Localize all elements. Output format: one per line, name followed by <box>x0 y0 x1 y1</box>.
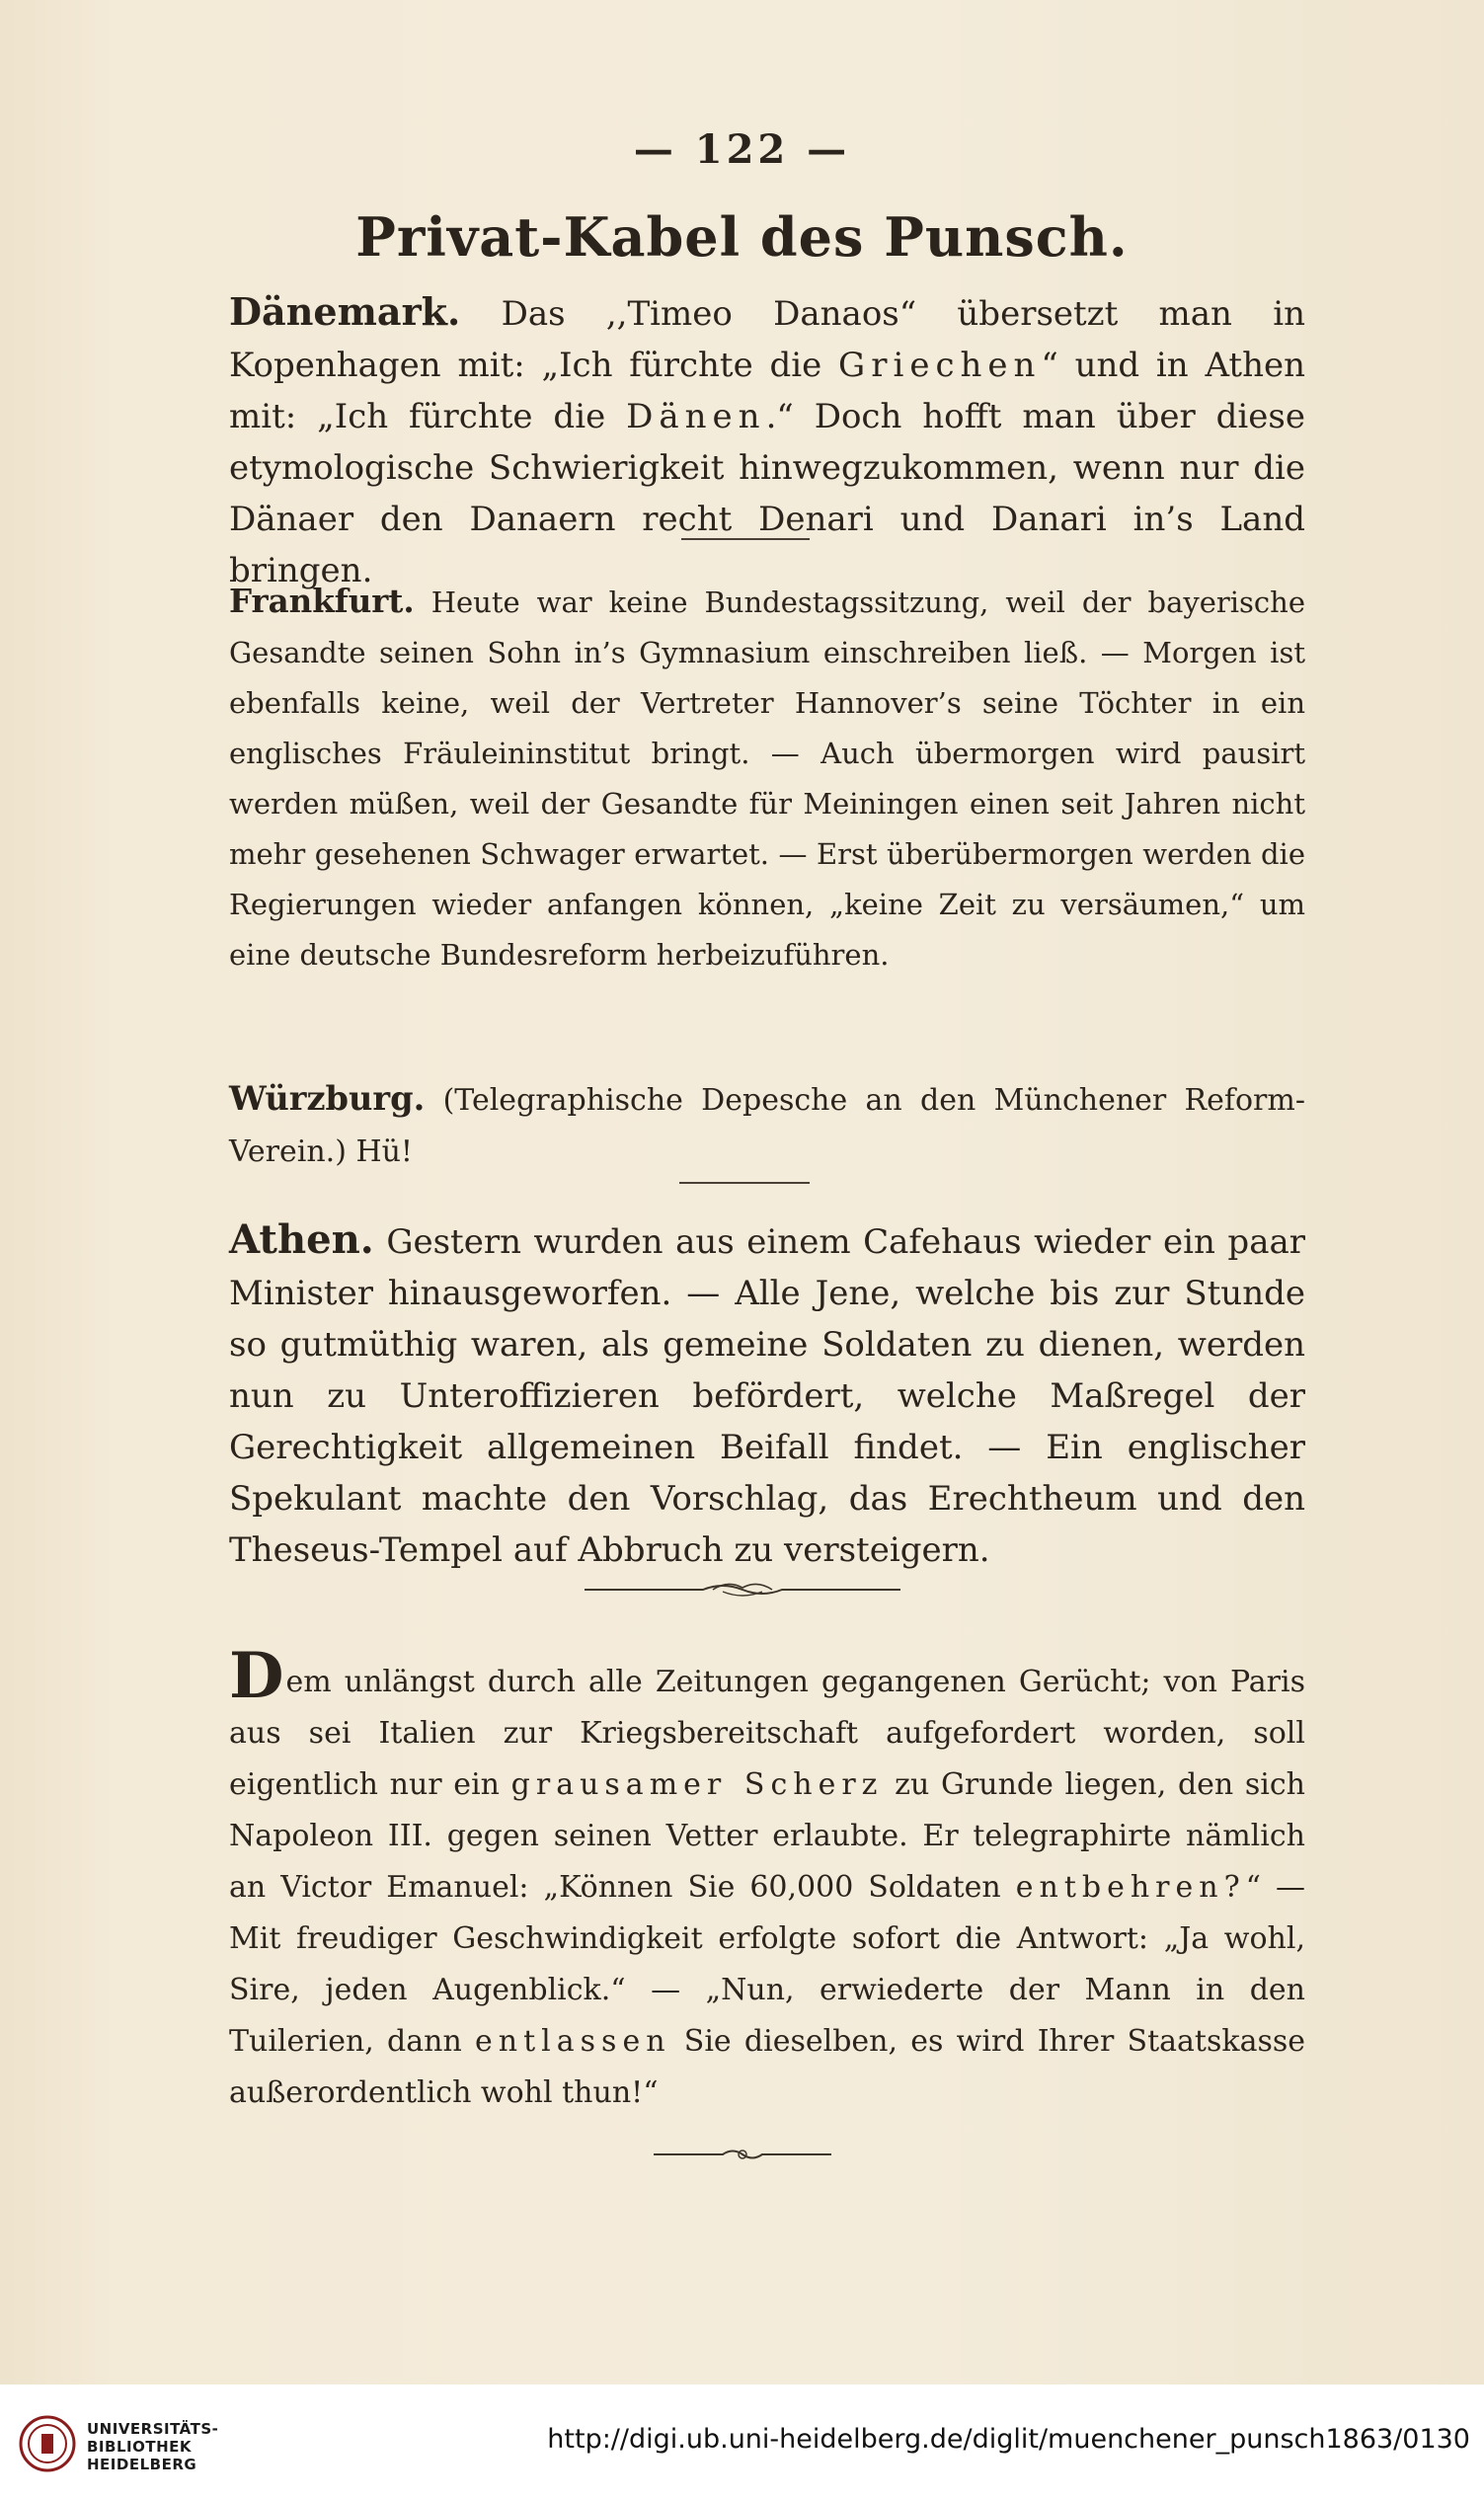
article-text: .“ Doch hofft man über diese etymologische Schwierigkeit hinwegzukommen, wenn nur die Dänaer den Danaern recht Denari und Danari in’s Land bringen. <box>229 397 1305 590</box>
article-text: em unlängst durch alle Zeitungen gegangenen Gerücht; von Paris aus sei Italien zur Kriegsbereitschaft aufgefordert worden, soll eigentlich nur ein <box>229 1665 1305 1802</box>
source-url-link[interactable]: http://digi.ub.uni-heidelberg.de/diglit/muenchener_punsch1863/0130 <box>547 2424 1470 2455</box>
article-text: (Telegraphische Depesche an den Münchener Reform-Verein.) Hü! <box>229 1083 1305 1169</box>
article-text: Das ,,Timeo Danaos“ übersetzt man in Kopenhagen mit: „Ich fürchte die <box>229 294 1305 385</box>
article-daenemark <box>229 286 1305 596</box>
page-number: — 122 — <box>633 126 851 173</box>
article-wuerzburg <box>229 1072 1305 1178</box>
article-text-spaced: Dänen <box>626 397 766 436</box>
article-heading: Frankfurt. <box>229 583 415 620</box>
article-text: zu Grunde liegen, den sich Napoleon III. gegen seinen Vetter erlaubte. Er telegraphirte nämlich an Victor Emanuel: „Können Sie 60,000 Soldaten <box>229 1767 1306 1905</box>
university-seal-icon <box>18 2414 77 2473</box>
article-napoleon <box>229 1639 1306 2119</box>
article-heading: Athen. <box>229 1216 374 1263</box>
section-divider <box>681 538 810 540</box>
article-text-spaced: entlassen <box>475 2024 671 2059</box>
article-heading: Dänemark. <box>229 289 461 334</box>
article-text-spaced: entbehren? <box>1015 1870 1246 1905</box>
article-text: Heute war keine Bundestagssitzung, weil der bayerische Gesandte seinen Sohn in’s Gymnasium einschreiben ließ. — Morgen ist ebenfalls keine, weil der Vertreter Hannover’s seine Töchter in ein englisches Fräuleininstitut bringt. — Auch übermorgen wird pausirt werden müßen, weil der Gesandte für Meiningen einen seit Jahren nicht mehr gesehenen Schwager erwartet. — Erst überübermorgen werden die Regierungen wieder anfangen können, „keine Zeit zu versäumen,“ um eine deutsche Bundesreform herbeizuführen. <box>229 586 1305 972</box>
article-heading: Würzburg. <box>229 1078 426 1118</box>
page-title: Privat-Kabel des Punsch. <box>355 205 1129 269</box>
article-text-spaced: grausamer Scherz <box>510 1767 884 1802</box>
ornament-divider-icon <box>0 1578 1484 1602</box>
ornament-divider-icon <box>0 2145 1484 2164</box>
article-text: Sie dieselben, es wird Ihrer Staatskasse außerordentlich wohl thun!“ <box>229 2024 1305 2110</box>
footer-bar <box>0 2384 1484 2501</box>
article-text: “ und in Athen mit: „Ich fürchte die <box>229 346 1305 436</box>
library-name: UNIVERSITÄTS- BIBLIOTHEK HEIDELBERG <box>87 2420 219 2473</box>
article-text-spaced: Griechen <box>838 346 1042 385</box>
article-text: “ — Mit freudiger Geschwindigkeit erfolgte sofort die Antwort: „Ja wohl, Sire, jeden Augenblick.“ — „Nun, erwiederte der Mann in den Tuilerien, dann <box>229 1870 1306 2059</box>
drop-cap: D <box>229 1639 284 1713</box>
section-divider <box>679 1182 810 1184</box>
article-athen <box>229 1214 1305 1576</box>
article-frankfurt <box>229 577 1305 980</box>
article-text: Gestern wurden aus einem Cafehaus wieder ein paar Minister hinausgeworfen. — Alle Jene, welche bis zur Stunde so gutmüthig waren, als gemeine Soldaten zu dienen, werden nun zu Unteroffizieren befördert, welche Maßregel der Gerechtigkeit allgemeinen Beifall findet. — Ein englischer Spekulant machte den Vorschlag, das Erechtheum und den Theseus-Tempel auf Abbruch zu versteigern. <box>229 1222 1305 1570</box>
